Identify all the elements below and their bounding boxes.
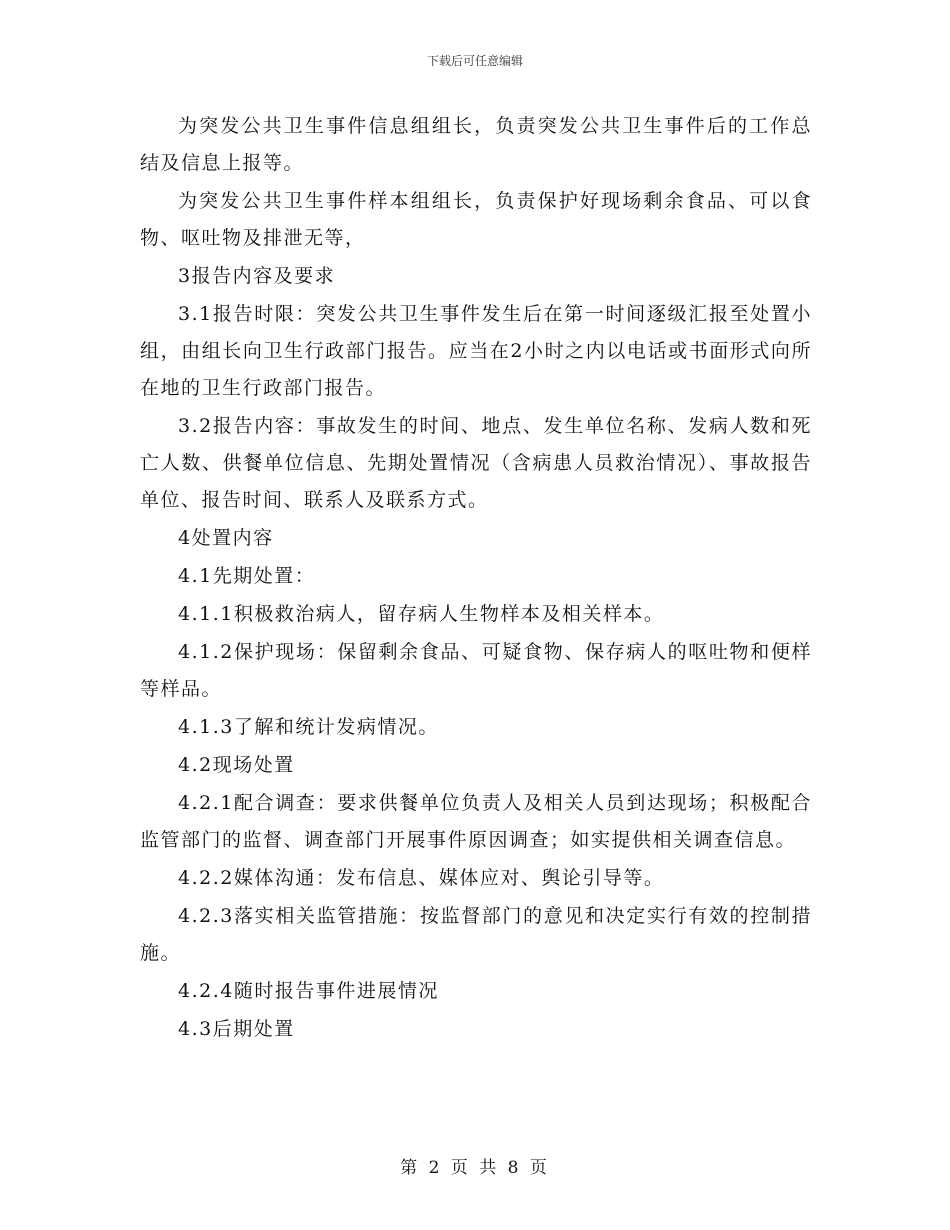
paragraph: 为突发公共卫生事件样本组组长，负责保护好现场剩余食品、可以食物、呕吐物及排泄无等， <box>140 190 812 249</box>
paragraph: 4.2.4随时报告事件进展情况 <box>178 980 439 1002</box>
paragraph: 4.1.1积极救治病人，留存病人生物样本及相关样本。 <box>178 603 665 625</box>
subsection-heading: 4.3后期处置 <box>178 1018 295 1040</box>
paragraph: 3.2报告内容：事故发生的时间、地点、发生单位名称、发病人数和死亡人数、供餐单位信息、先期处置情况（含病患人员救治情况）、事故报告单位、报告时间、联系人及联系方式。 <box>140 415 812 511</box>
paragraph: 为突发公共卫生事件信息组组长，负责突发公共卫生事件后的工作总结及信息上报等。 <box>140 115 812 174</box>
paragraph: 4.1.3了解和统计发病情况。 <box>178 716 439 738</box>
section-heading: 3报告内容及要求 <box>178 265 336 287</box>
subsection-heading: 4.1先期处置： <box>178 565 316 587</box>
paragraph: 4.2.2媒体沟通：发布信息、媒体应对、舆论引导等。 <box>178 867 665 889</box>
page-header-note: 下载后可任意编辑 <box>426 54 523 68</box>
subsection-heading: 4.2现场处置 <box>178 754 295 776</box>
document-body <box>140 108 812 1049</box>
paragraph: 4.2.3落实相关监管措施：按监督部门的意见和决定实行有效的控制措施。 <box>140 905 812 964</box>
page-number: 第 2 页 共 8 页 <box>400 1158 550 1178</box>
paragraph: 4.1.2保护现场：保留剩余食品、可疑食物、保存病人的呕吐物和便样等样品。 <box>140 641 812 700</box>
paragraph: 3.1报告时限：突发公共卫生事件发生后在第一时间逐级汇报至处置小组，由组长向卫生行政部门报告。应当在2小时之内以电话或书面形式向所在地的卫生行政部门报告。 <box>140 303 812 399</box>
section-heading: 4处置内容 <box>178 527 274 549</box>
paragraph: 4.2.1配合调查：要求供餐单位负责人及相关人员到达现场；积极配合监管部门的监督、调查部门开展事件原因调查；如实提供相关调查信息。 <box>140 792 812 851</box>
